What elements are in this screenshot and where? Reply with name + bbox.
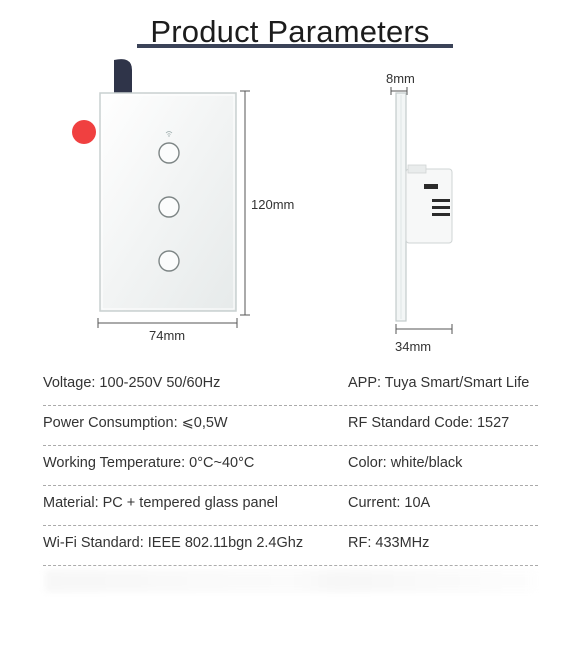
param-row <box>43 365 538 406</box>
front-width-label: 74mm <box>149 328 186 343</box>
param-left: Power Consumption: ⩽0,5W <box>43 415 228 431</box>
param-row <box>43 405 538 446</box>
front-view-drawing <box>90 85 280 345</box>
param-left: Wi-Fi Standard: IEEE 802.11bgn 2.4Ghz <box>43 535 304 551</box>
depth-dimension-line <box>396 324 452 334</box>
param-right: RF: 433MHz <box>348 535 430 551</box>
param-left: Material: PC + tempered glass panel <box>43 495 278 511</box>
param-right: RF Standard Code: 1527 <box>348 415 510 431</box>
param-left: Working Temperature: 0°C~40°C <box>43 455 255 471</box>
touch-button-1 <box>159 143 179 163</box>
side-depth-label: 34mm <box>395 339 432 354</box>
width-dimension-line <box>98 318 237 328</box>
title-section <box>0 14 580 54</box>
side-view-drawing <box>380 85 470 345</box>
param-row <box>43 525 538 566</box>
param-row <box>43 485 538 526</box>
param-right: Color: white/black <box>348 455 463 471</box>
page-title: Product Parameters <box>150 14 430 49</box>
side-thickness-label: 8mm <box>386 71 415 86</box>
height-dimension-line <box>240 91 250 315</box>
param-right: Current: 10A <box>348 495 431 511</box>
touch-button-3 <box>159 251 179 271</box>
front-height-label: 120mm <box>251 197 295 212</box>
param-row <box>43 445 538 486</box>
touch-button-2 <box>159 197 179 217</box>
param-right: APP: Tuya Smart/Smart Life <box>348 375 530 391</box>
param-left: Voltage: 100-250V 50/60Hz <box>43 375 221 391</box>
faded-reflection <box>45 570 535 592</box>
